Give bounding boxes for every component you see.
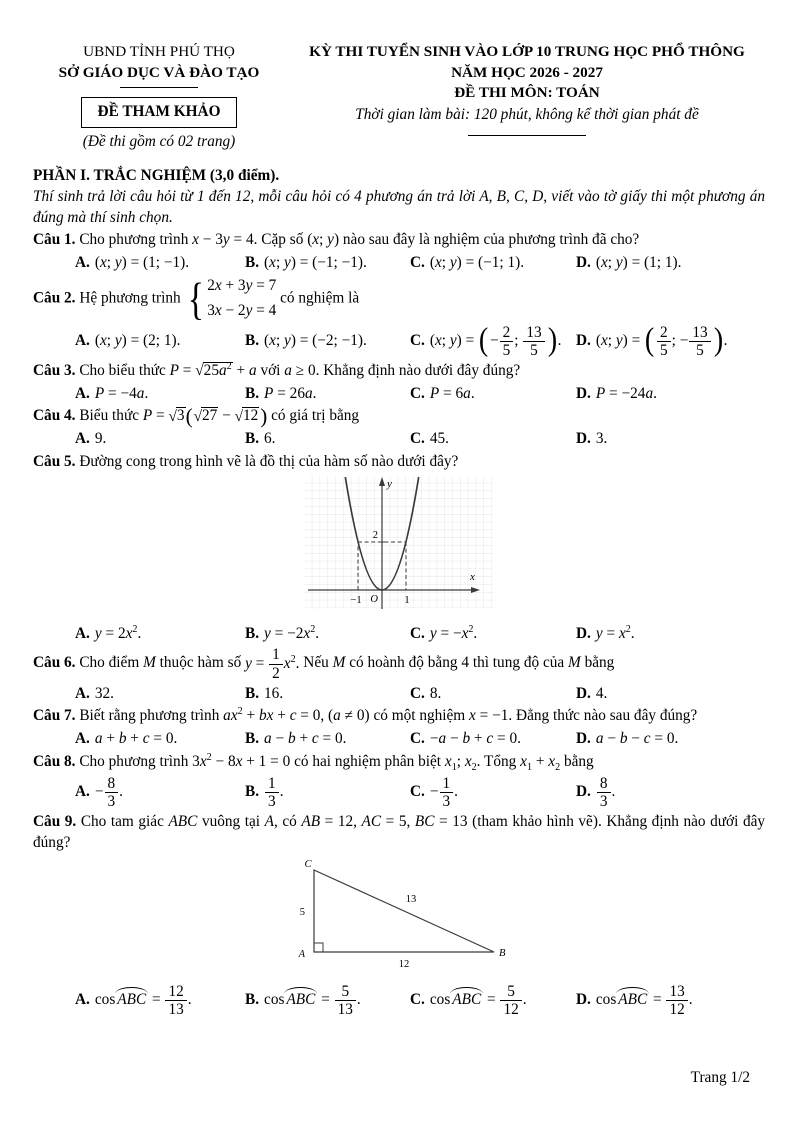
stem-text: có giá trị bằng: [271, 407, 360, 425]
answer-option-text: (x; y) = (2; 1).: [94, 331, 181, 349]
stem-text: Khẳng định nào dưới đây đúng?: [323, 361, 521, 379]
exam-duration: Thời gian làm bài: 120 phút, không kể thời gian phát đề: [355, 106, 699, 124]
header-right-block: [285, 42, 765, 153]
header-left-block: [33, 42, 285, 153]
answer-option-letter: C.: [410, 624, 425, 642]
answer-option-C: [410, 624, 576, 645]
answer-option-letter: D.: [576, 384, 591, 402]
question-1: [33, 230, 765, 274]
question-label: Câu 9.: [33, 813, 77, 831]
answer-option-C: [410, 253, 576, 274]
issuer-province: UBND TỈNH PHÚ THỌ: [83, 43, 235, 60]
question-stem: [33, 406, 765, 427]
question-5: [33, 452, 765, 644]
vertex-c-label: C: [304, 858, 312, 870]
question-label: Câu 4.: [33, 407, 76, 425]
x-axis-label: x: [470, 570, 475, 583]
exam-title: KỲ THI TUYỂN SINH VÀO LỚP 10 TRUNG HỌC PHỔ THÔNG: [309, 43, 745, 60]
answer-option-letter: D.: [576, 990, 591, 1008]
options-row: [75, 253, 765, 274]
math-expression: $ax^2$ + bx + c = 0, (a ≠ 0): [223, 706, 374, 725]
answer-option-letter: A.: [75, 254, 90, 272]
answer-option-text: a − b + c = 0.: [264, 730, 347, 748]
answer-option-A: [75, 729, 245, 750]
answer-option-letter: C.: [410, 783, 425, 800]
answer-option-text: $\frac{1}{3}$ .: [264, 783, 283, 800]
answer-option-A: [75, 384, 245, 405]
question-stem: [33, 230, 765, 251]
answer-option-letter: B.: [245, 684, 260, 702]
question-label: Câu 2.: [33, 289, 76, 307]
options-row: [75, 684, 765, 705]
vertex-b-label: B: [499, 947, 506, 959]
stem-text: Đường cong trong hình vẽ là đồ thị của hàm số nào dưới đây?: [79, 453, 459, 471]
question-figure: [33, 856, 765, 981]
section-instructions: Thí sinh trả lời câu hỏi từ 1 đến 12, mỗi câu hỏi có 4 phương án trả lời A, B, C, D, viết vào tờ giấy thi một phương án đúng mà thí sinh chọn.: [33, 187, 765, 226]
math-expression: a ≥ 0.: [284, 361, 324, 379]
question-stem-body: [79, 646, 615, 682]
answer-option-D: [576, 775, 765, 810]
answer-option-C: [410, 983, 576, 1018]
answer-option-D: [576, 624, 765, 645]
stem-text: có hai nghiệm phân biệt: [294, 753, 445, 771]
answer-option-A: [75, 983, 245, 1018]
answer-option-A: [75, 253, 245, 274]
question-4: [33, 406, 765, 450]
answer-option-D: [576, 429, 765, 450]
exam-body: [33, 166, 765, 1018]
side-ab-length: 12: [398, 958, 410, 970]
answer-option-letter: D.: [576, 254, 591, 272]
math-expression: P = √3 ( √27 − √12 ): [142, 404, 268, 429]
answer-option-letter: B.: [245, 384, 260, 402]
answer-option-letter: D.: [576, 730, 591, 748]
options-row: [75, 324, 765, 359]
answer-option-text: 9.: [94, 430, 107, 448]
answer-option-letter: B.: [245, 254, 260, 272]
math-expression: (x; y): [307, 231, 343, 249]
stem-text: Biết rằng phương trình: [79, 707, 224, 725]
exam-type-box: ĐỀ THAM KHẢO: [81, 97, 238, 128]
answer-option-text: 16.: [264, 684, 284, 702]
header-left-divider: [120, 87, 198, 88]
answer-option-B: [245, 429, 410, 450]
answer-option-C: [410, 384, 576, 405]
question-7: [33, 706, 765, 750]
answer-option-text: 4.: [595, 684, 608, 702]
answer-option-text: $y = x^2$.: [595, 623, 635, 642]
answer-option-letter: B.: [245, 783, 260, 800]
answer-option-letter: B.: [245, 430, 260, 448]
question-label: Câu 8.: [33, 753, 76, 771]
answer-option-text: (x; y) = ( $\frac{2}{5}$ ; − $\frac{13}{5}$ ) .: [595, 322, 728, 359]
answer-option-text: $y = -x^2$.: [429, 623, 478, 642]
options-row: [75, 429, 765, 450]
parabola-figure: [304, 475, 494, 615]
tick-label-neg1: −1: [350, 594, 362, 606]
stem-text: Cho biểu thức: [79, 361, 170, 379]
question-stem: [33, 706, 765, 727]
answer-option-text: − $\frac{8}{3}$ .: [94, 774, 123, 810]
answer-option-D: [576, 684, 765, 705]
question-stem-body: [79, 404, 360, 429]
math-expression: A,: [264, 813, 283, 831]
triangle-outline: [314, 870, 494, 952]
answer-option-text: cos ABC = $\frac{5}{13}$ .: [264, 982, 361, 1018]
question-stem: [33, 452, 765, 473]
options-row: [75, 983, 765, 1018]
school-year: NĂM HỌC 2026 - 2027: [451, 63, 603, 81]
stem-text: (tham khảo hình vẽ). Khẳng định nào dưới đây đúng?: [33, 813, 766, 851]
answer-option-letter: A.: [75, 990, 90, 1008]
answer-option-A: [75, 775, 245, 810]
math-expression: $x_1$; $x_2$.: [444, 753, 485, 774]
question-stem: [33, 752, 765, 773]
answer-option-text: −a − b + c = 0.: [429, 730, 521, 748]
math-expression: $3x^2 - 8x + 1 = 0$: [192, 751, 295, 771]
answer-option-letter: C.: [410, 331, 425, 349]
stem-text: Đẳng thức nào sau đây đúng?: [516, 707, 698, 725]
answer-option-letter: C.: [410, 730, 425, 748]
answer-option-text: − $\frac{1}{3}$ .: [429, 774, 458, 810]
question-stem-body: [79, 362, 520, 379]
tick-label-2: 2: [372, 529, 378, 541]
answer-option-text: (x; y) = (−1; 1).: [429, 254, 525, 272]
answer-option-text: (x; y) = (−1; −1).: [264, 254, 367, 272]
stem-text: bằng: [563, 753, 594, 771]
math-expression: x − 3y = 4.: [192, 231, 262, 249]
stem-text: Tổng: [484, 753, 521, 771]
answer-option-text: 32.: [94, 684, 114, 702]
math-expression: 4: [461, 654, 473, 672]
stem-text: Cặp số: [261, 231, 308, 249]
answer-option-D: [576, 253, 765, 274]
options-row: [75, 729, 765, 750]
answer-option-B: [245, 983, 410, 1018]
answer-option-text: P = 6a.: [429, 384, 475, 402]
answer-option-letter: B.: [245, 730, 260, 748]
header-right-divider: [468, 135, 586, 136]
exam-subject: ĐỀ THI MÔN: TOÁN: [454, 84, 600, 102]
answer-option-A: [75, 331, 245, 352]
options-row: [75, 624, 765, 645]
side-ac-length: 5: [299, 906, 305, 918]
origin-label: O: [370, 593, 378, 605]
answer-option-text: a + b + c = 0.: [94, 730, 178, 748]
document-header: [33, 42, 765, 153]
triangle-figure: [259, 856, 539, 974]
vertex-a-label: A: [298, 948, 305, 960]
answer-option-A: [75, 429, 245, 450]
answer-option-text: cos ABC = $\frac{5}{12}$ .: [429, 982, 527, 1018]
tick-label-pos1: 1: [404, 594, 410, 606]
answer-option-letter: A.: [75, 384, 90, 402]
answer-option-text: (x; y) = ( − $\frac{2}{5}$ ; $\frac{13}{5}$ ) .: [429, 322, 562, 359]
question-stem-body: [33, 813, 765, 851]
issuer-department: SỞ GIÁO DỤC VÀ ĐÀO TẠO: [58, 63, 260, 81]
answer-option-letter: D.: [576, 331, 591, 349]
question-8: [33, 752, 765, 810]
answer-option-letter: A.: [75, 684, 90, 702]
math-expression: M: [143, 654, 156, 672]
stem-text: bằng: [584, 654, 615, 672]
stem-text: Cho tam giác: [80, 813, 169, 831]
question-3: [33, 361, 765, 405]
stem-text: Hệ phương trình: [79, 289, 185, 307]
answer-option-C: [410, 324, 576, 359]
question-figure: [33, 475, 765, 622]
answer-option-A: [75, 624, 245, 645]
answer-option-text: 3.: [595, 430, 608, 448]
question-9: [33, 812, 765, 1018]
answer-option-text: 45.: [429, 430, 449, 448]
question-stem: [33, 273, 765, 324]
answer-option-letter: A.: [75, 783, 90, 800]
question-stem: [33, 646, 765, 681]
question-label: Câu 7.: [33, 707, 76, 725]
answer-option-letter: A.: [75, 624, 90, 642]
question-label: Câu 3.: [33, 361, 76, 379]
math-expression: M: [568, 654, 581, 672]
stem-text: thì tung độ của: [472, 654, 568, 672]
page-count-note: (Đề thi gồm có 02 trang): [82, 133, 236, 151]
math-expression: x = −1.: [469, 707, 517, 725]
y-axis-label: y: [387, 477, 392, 490]
answer-option-letter: C.: [410, 990, 425, 1008]
answer-option-letter: C.: [410, 684, 425, 702]
answer-option-text: $y = 2x^2$.: [94, 623, 142, 642]
answer-option-letter: D.: [576, 430, 591, 448]
answer-option-D: [576, 324, 765, 359]
answer-option-C: [410, 684, 576, 705]
questions-list: [33, 230, 765, 1017]
answer-option-B: [245, 624, 410, 645]
math-expression: ABC: [168, 813, 198, 831]
answer-option-text: (x; y) = (1; 1).: [595, 254, 682, 272]
page-number: Trang 1/2: [690, 1069, 750, 1087]
answer-option-text: $y = -2x^2$.: [264, 623, 320, 642]
question-label: Câu 5.: [33, 453, 76, 471]
answer-option-C: [410, 729, 576, 750]
math-expression: $P = √25a^2 + a$: [169, 360, 257, 380]
stem-text: có nghiệm là: [280, 289, 360, 307]
answer-option-text: P = −4a.: [94, 384, 149, 402]
answer-option-text: 8.: [429, 684, 442, 702]
answer-option-letter: D.: [576, 624, 591, 642]
answer-option-letter: A.: [75, 730, 90, 748]
stem-text: có hoành độ bằng: [349, 654, 462, 672]
answer-option-B: [245, 253, 410, 274]
answer-option-letter: A.: [75, 430, 90, 448]
stem-text: Cho điểm: [79, 654, 144, 672]
answer-option-letter: A.: [75, 331, 90, 349]
question-label: Câu 6.: [33, 654, 76, 672]
stem-text: Biểu thức: [79, 407, 143, 425]
answer-option-text: 6.: [264, 430, 276, 448]
answer-option-D: [576, 983, 765, 1018]
answer-option-text: a − b − c = 0.: [595, 730, 679, 748]
stem-text: có: [282, 813, 302, 831]
answer-option-B: [245, 384, 410, 405]
answer-option-text: (x; y) = (1; −1).: [94, 254, 190, 272]
answer-option-text: (x; y) = (−2; −1).: [264, 331, 367, 349]
answer-option-B: [245, 729, 410, 750]
stem-text: vuông tại: [201, 813, 265, 831]
answer-option-letter: C.: [410, 430, 425, 448]
question-stem-body: [79, 273, 360, 324]
options-row: [75, 384, 765, 405]
stem-text: với: [260, 361, 285, 379]
side-bc-length: 13: [405, 893, 417, 905]
question-stem-body: [79, 231, 639, 248]
answer-option-letter: D.: [576, 783, 591, 800]
answer-option-letter: C.: [410, 254, 425, 272]
math-expression: AB = 12, AC = 5, BC = 13: [301, 813, 473, 831]
options-row: [75, 775, 765, 810]
answer-option-C: [410, 429, 576, 450]
answer-option-letter: D.: [576, 684, 591, 702]
question-stem-body: [79, 453, 458, 470]
answer-option-letter: B.: [245, 990, 260, 1008]
stem-text: có một nghiệm: [373, 707, 470, 725]
stem-text: nào sau đây là nghiệm của phương trình đã cho?: [342, 231, 640, 249]
answer-option-letter: C.: [410, 384, 425, 402]
question-label: Câu 1.: [33, 231, 76, 249]
math-expression: $x_1 + x_2$: [520, 753, 561, 774]
math-expression: M: [332, 654, 346, 672]
stem-text: thuộc hàm số: [159, 654, 246, 672]
question-2: [33, 273, 765, 359]
answer-option-B: [245, 775, 410, 810]
answer-option-text: cos ABC = $\frac{13}{12}$ .: [595, 982, 693, 1018]
answer-option-text: P = −24a.: [595, 384, 657, 402]
question-stem-body: [79, 751, 594, 774]
answer-option-C: [410, 775, 576, 810]
answer-option-text: cos ABC = $\frac{12}{13}$ .: [94, 982, 192, 1018]
right-angle-mark: [314, 943, 323, 952]
math-expression: y = $\frac{1}{2}$ $x^2$.: [245, 646, 304, 682]
answer-option-D: [576, 384, 765, 405]
question-6: [33, 646, 765, 704]
answer-option-D: [576, 729, 765, 750]
answer-option-B: [245, 684, 410, 705]
section-title: PHẦN I. TRẮC NGHIỆM (3,0 điểm).: [33, 166, 280, 184]
question-stem: [33, 361, 765, 382]
answer-option-letter: B.: [245, 331, 260, 349]
question-stem-body: [79, 707, 697, 724]
answer-option-A: [75, 684, 245, 705]
stem-text: Cho phương trình: [79, 753, 193, 771]
answer-option-text: $\frac{8}{3}$ .: [596, 783, 615, 800]
answer-option-text: P = 26a.: [264, 384, 317, 402]
math-expression: { 2x + 3y = 7 3x − 2y = 4: [187, 273, 277, 324]
stem-text: Nếu: [303, 654, 333, 672]
answer-option-B: [245, 331, 410, 352]
question-stem: [33, 812, 765, 854]
stem-text: Cho phương trình: [79, 231, 193, 249]
answer-option-letter: B.: [245, 624, 260, 642]
